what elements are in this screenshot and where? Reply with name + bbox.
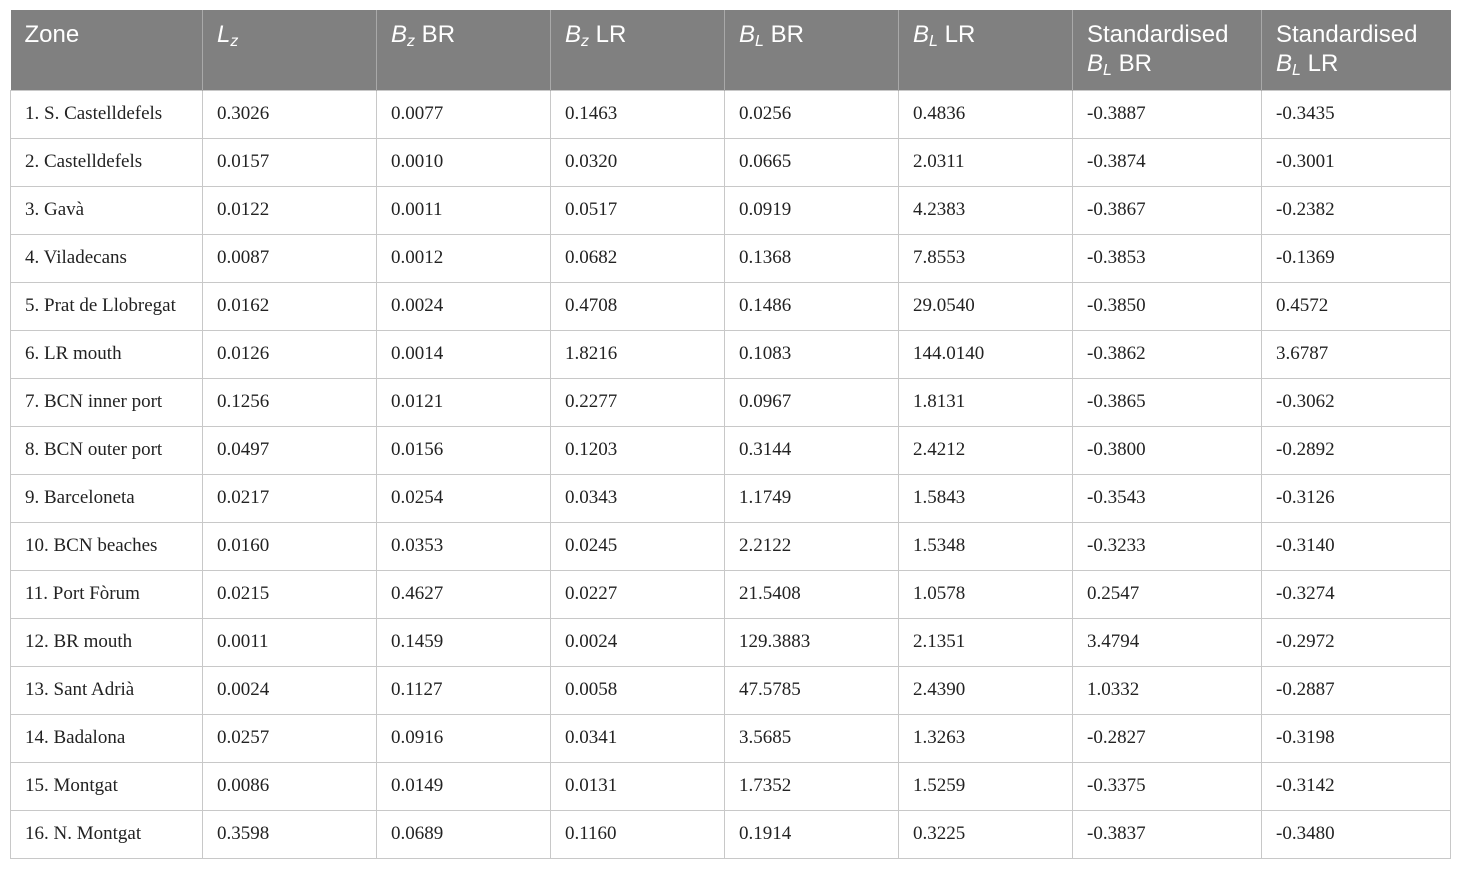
cell-zone: 8. BCN outer port bbox=[11, 426, 203, 474]
cell-bl-br: 3.5685 bbox=[725, 714, 899, 762]
cell-bz-lr: 0.0682 bbox=[551, 234, 725, 282]
cell-std-bl-lr: -0.3001 bbox=[1262, 138, 1451, 186]
cell-bl-lr: 2.4212 bbox=[899, 426, 1073, 474]
cell-bl-br: 0.1368 bbox=[725, 234, 899, 282]
header-bl-lr-suffix: LR bbox=[937, 21, 976, 48]
cell-bz-br: 0.0254 bbox=[377, 474, 551, 522]
cell-std-bl-br: -0.3853 bbox=[1073, 234, 1262, 282]
header-bl-br-suffix: BR bbox=[763, 21, 804, 48]
header-std-bl-lr-symbol: B bbox=[1276, 50, 1293, 77]
header-lz-subscript: z bbox=[230, 33, 239, 50]
cell-bl-lr: 2.1351 bbox=[899, 618, 1073, 666]
cell-bl-br: 47.5785 bbox=[725, 666, 899, 714]
cell-bl-br: 1.1749 bbox=[725, 474, 899, 522]
cell-std-bl-br: -0.3543 bbox=[1073, 474, 1262, 522]
cell-bl-br: 0.0256 bbox=[725, 90, 899, 138]
cell-std-bl-lr: -0.3140 bbox=[1262, 522, 1451, 570]
cell-std-bl-br: 1.0332 bbox=[1073, 666, 1262, 714]
table-row bbox=[11, 474, 1451, 522]
cell-bz-lr: 0.4708 bbox=[551, 282, 725, 330]
cell-bl-lr: 1.5843 bbox=[899, 474, 1073, 522]
cell-lz: 0.0257 bbox=[203, 714, 377, 762]
table-row bbox=[11, 810, 1451, 858]
header-std-bl-br-subscript: L bbox=[1103, 62, 1112, 79]
cell-std-bl-br: -0.3375 bbox=[1073, 762, 1262, 810]
cell-bz-lr: 0.0058 bbox=[551, 666, 725, 714]
cell-bz-lr: 0.1160 bbox=[551, 810, 725, 858]
header-zone-text: Zone bbox=[24, 21, 80, 48]
table-row bbox=[11, 330, 1451, 378]
table-row bbox=[11, 378, 1451, 426]
cell-std-bl-lr: -0.1369 bbox=[1262, 234, 1451, 282]
cell-lz: 0.0122 bbox=[203, 186, 377, 234]
cell-std-bl-br: -0.3874 bbox=[1073, 138, 1262, 186]
cell-std-bl-lr: 0.4572 bbox=[1262, 282, 1451, 330]
cell-bl-lr: 4.2383 bbox=[899, 186, 1073, 234]
cell-bz-lr: 0.0320 bbox=[551, 138, 725, 186]
cell-bz-br: 0.1127 bbox=[377, 666, 551, 714]
header-bz-lr-symbol: B bbox=[565, 21, 582, 48]
table-row bbox=[11, 762, 1451, 810]
cell-std-bl-lr: 3.6787 bbox=[1262, 330, 1451, 378]
cell-bl-lr: 29.0540 bbox=[899, 282, 1073, 330]
cell-std-bl-br: 0.2547 bbox=[1073, 570, 1262, 618]
cell-lz: 0.3026 bbox=[203, 90, 377, 138]
cell-lz: 0.0126 bbox=[203, 330, 377, 378]
cell-std-bl-lr: -0.3480 bbox=[1262, 810, 1451, 858]
header-std-bl-br bbox=[1073, 10, 1262, 90]
cell-std-bl-br: -0.3850 bbox=[1073, 282, 1262, 330]
cell-std-bl-lr: -0.3435 bbox=[1262, 90, 1451, 138]
header-lz bbox=[203, 10, 377, 90]
cell-lz: 0.0011 bbox=[203, 618, 377, 666]
cell-bl-lr: 1.0578 bbox=[899, 570, 1073, 618]
cell-lz: 0.0087 bbox=[203, 234, 377, 282]
table-header bbox=[11, 10, 1451, 90]
table-row bbox=[11, 618, 1451, 666]
cell-bz-br: 0.0353 bbox=[377, 522, 551, 570]
cell-bl-br: 0.1083 bbox=[725, 330, 899, 378]
cell-bl-lr: 0.3225 bbox=[899, 810, 1073, 858]
cell-bl-br: 0.0919 bbox=[725, 186, 899, 234]
cell-lz: 0.0024 bbox=[203, 666, 377, 714]
table-row bbox=[11, 522, 1451, 570]
header-bl-br-symbol: B bbox=[739, 21, 756, 48]
cell-std-bl-br: -0.2827 bbox=[1073, 714, 1262, 762]
header-bz-lr-suffix: LR bbox=[589, 21, 627, 48]
cell-bz-br: 0.0689 bbox=[377, 810, 551, 858]
cell-bz-br: 0.4627 bbox=[377, 570, 551, 618]
header-std-bl-lr-line1: Standardised bbox=[1276, 21, 1418, 48]
cell-bl-lr: 0.4836 bbox=[899, 90, 1073, 138]
table-body bbox=[11, 90, 1451, 858]
cell-zone: 5. Prat de Llobregat bbox=[11, 282, 203, 330]
table-row bbox=[11, 282, 1451, 330]
table-row bbox=[11, 570, 1451, 618]
cell-bl-lr: 2.4390 bbox=[899, 666, 1073, 714]
cell-std-bl-lr: -0.3142 bbox=[1262, 762, 1451, 810]
header-std-bl-lr-subscript: L bbox=[1292, 62, 1301, 79]
cell-bl-br: 129.3883 bbox=[725, 618, 899, 666]
cell-zone: 11. Port Fòrum bbox=[11, 570, 203, 618]
table-row bbox=[11, 90, 1451, 138]
header-bl-lr bbox=[899, 10, 1073, 90]
cell-std-bl-lr: -0.2892 bbox=[1262, 426, 1451, 474]
cell-bz-lr: 0.0245 bbox=[551, 522, 725, 570]
cell-bl-lr: 1.3263 bbox=[899, 714, 1073, 762]
header-bl-br bbox=[725, 10, 899, 90]
cell-bl-lr: 1.8131 bbox=[899, 378, 1073, 426]
header-bz-br bbox=[377, 10, 551, 90]
cell-bl-br: 0.1914 bbox=[725, 810, 899, 858]
cell-bl-br: 0.0665 bbox=[725, 138, 899, 186]
cell-bl-lr: 1.5348 bbox=[899, 522, 1073, 570]
cell-zone: 9. Barceloneta bbox=[11, 474, 203, 522]
cell-std-bl-br: -0.3867 bbox=[1073, 186, 1262, 234]
header-bl-lr-symbol: B bbox=[913, 21, 930, 48]
cell-lz: 0.0162 bbox=[203, 282, 377, 330]
cell-bz-lr: 0.0343 bbox=[551, 474, 725, 522]
table-row bbox=[11, 426, 1451, 474]
cell-lz: 0.0497 bbox=[203, 426, 377, 474]
header-bz-br-symbol: B bbox=[391, 21, 408, 48]
cell-std-bl-lr: -0.2887 bbox=[1262, 666, 1451, 714]
cell-lz: 0.3598 bbox=[203, 810, 377, 858]
cell-bz-lr: 0.2277 bbox=[551, 378, 725, 426]
cell-lz: 0.0086 bbox=[203, 762, 377, 810]
cell-lz: 0.0215 bbox=[203, 570, 377, 618]
cell-bz-br: 0.0010 bbox=[377, 138, 551, 186]
cell-bl-br: 2.2122 bbox=[725, 522, 899, 570]
cell-bz-lr: 0.0517 bbox=[551, 186, 725, 234]
cell-bl-br: 1.7352 bbox=[725, 762, 899, 810]
cell-bz-br: 0.1459 bbox=[377, 618, 551, 666]
table-row bbox=[11, 138, 1451, 186]
cell-std-bl-br: -0.3887 bbox=[1073, 90, 1262, 138]
cell-std-bl-br: -0.3862 bbox=[1073, 330, 1262, 378]
header-bz-br-suffix: BR bbox=[415, 21, 456, 48]
cell-bl-lr: 144.0140 bbox=[899, 330, 1073, 378]
cell-std-bl-lr: -0.2382 bbox=[1262, 186, 1451, 234]
cell-bz-lr: 0.1203 bbox=[551, 426, 725, 474]
cell-zone: 12. BR mouth bbox=[11, 618, 203, 666]
cell-std-bl-br: -0.3233 bbox=[1073, 522, 1262, 570]
cell-zone: 6. LR mouth bbox=[11, 330, 203, 378]
cell-bl-lr: 2.0311 bbox=[899, 138, 1073, 186]
header-std-bl-br-line1: Standardised bbox=[1087, 21, 1229, 48]
cell-bl-lr: 1.5259 bbox=[899, 762, 1073, 810]
cell-zone: 2. Castelldefels bbox=[11, 138, 203, 186]
header-std-bl-br-suffix: BR bbox=[1111, 50, 1152, 77]
cell-bz-br: 0.0156 bbox=[377, 426, 551, 474]
cell-zone: 15. Montgat bbox=[11, 762, 203, 810]
cell-bz-br: 0.0149 bbox=[377, 762, 551, 810]
cell-bz-br: 0.0121 bbox=[377, 378, 551, 426]
header-row bbox=[11, 10, 1451, 90]
header-bl-lr-subscript: L bbox=[929, 33, 938, 50]
cell-lz: 0.0217 bbox=[203, 474, 377, 522]
table-row bbox=[11, 714, 1451, 762]
cell-lz: 0.1256 bbox=[203, 378, 377, 426]
cell-bl-br: 0.3144 bbox=[725, 426, 899, 474]
cell-std-bl-lr: -0.3274 bbox=[1262, 570, 1451, 618]
header-std-bl-br-symbol: B bbox=[1087, 50, 1104, 77]
cell-zone: 10. BCN beaches bbox=[11, 522, 203, 570]
cell-std-bl-br: -0.3865 bbox=[1073, 378, 1262, 426]
cell-bz-br: 0.0077 bbox=[377, 90, 551, 138]
cell-std-bl-lr: -0.3062 bbox=[1262, 378, 1451, 426]
cell-bz-lr: 0.1463 bbox=[551, 90, 725, 138]
table-row bbox=[11, 186, 1451, 234]
cell-bz-br: 0.0024 bbox=[377, 282, 551, 330]
header-std-bl-lr bbox=[1262, 10, 1451, 90]
cell-lz: 0.0157 bbox=[203, 138, 377, 186]
cell-bl-br: 0.1486 bbox=[725, 282, 899, 330]
cell-bz-br: 0.0012 bbox=[377, 234, 551, 282]
table-row bbox=[11, 234, 1451, 282]
table-row bbox=[11, 666, 1451, 714]
cell-zone: 4. Viladecans bbox=[11, 234, 203, 282]
cell-bz-lr: 0.0341 bbox=[551, 714, 725, 762]
cell-lz: 0.0160 bbox=[203, 522, 377, 570]
header-bz-lr bbox=[551, 10, 725, 90]
cell-bz-br: 0.0011 bbox=[377, 186, 551, 234]
cell-zone: 1. S. Castelldefels bbox=[11, 90, 203, 138]
cell-bz-br: 0.0916 bbox=[377, 714, 551, 762]
header-bl-br-subscript: L bbox=[755, 33, 764, 50]
cell-bz-lr: 0.0131 bbox=[551, 762, 725, 810]
cell-bz-lr: 1.8216 bbox=[551, 330, 725, 378]
cell-bz-lr: 0.0227 bbox=[551, 570, 725, 618]
cell-bz-lr: 0.0024 bbox=[551, 618, 725, 666]
cell-std-bl-lr: -0.3198 bbox=[1262, 714, 1451, 762]
cell-zone: 13. Sant Adrià bbox=[11, 666, 203, 714]
cell-bl-br: 21.5408 bbox=[725, 570, 899, 618]
header-zone bbox=[11, 10, 203, 90]
cell-zone: 14. Badalona bbox=[11, 714, 203, 762]
cell-std-bl-br: -0.3800 bbox=[1073, 426, 1262, 474]
cell-std-bl-br: 3.4794 bbox=[1073, 618, 1262, 666]
cell-bl-lr: 7.8553 bbox=[899, 234, 1073, 282]
cell-bz-br: 0.0014 bbox=[377, 330, 551, 378]
cell-bl-br: 0.0967 bbox=[725, 378, 899, 426]
header-std-bl-lr-suffix: LR bbox=[1300, 50, 1339, 77]
data-table bbox=[10, 10, 1451, 859]
cell-std-bl-br: -0.3837 bbox=[1073, 810, 1262, 858]
header-bz-lr-subscript: z bbox=[581, 33, 590, 50]
cell-std-bl-lr: -0.2972 bbox=[1262, 618, 1451, 666]
header-bz-br-subscript: z bbox=[407, 33, 416, 50]
cell-zone: 3. Gavà bbox=[11, 186, 203, 234]
header-lz-symbol: L bbox=[217, 21, 231, 48]
cell-std-bl-lr: -0.3126 bbox=[1262, 474, 1451, 522]
cell-zone: 16. N. Montgat bbox=[11, 810, 203, 858]
cell-zone: 7. BCN inner port bbox=[11, 378, 203, 426]
